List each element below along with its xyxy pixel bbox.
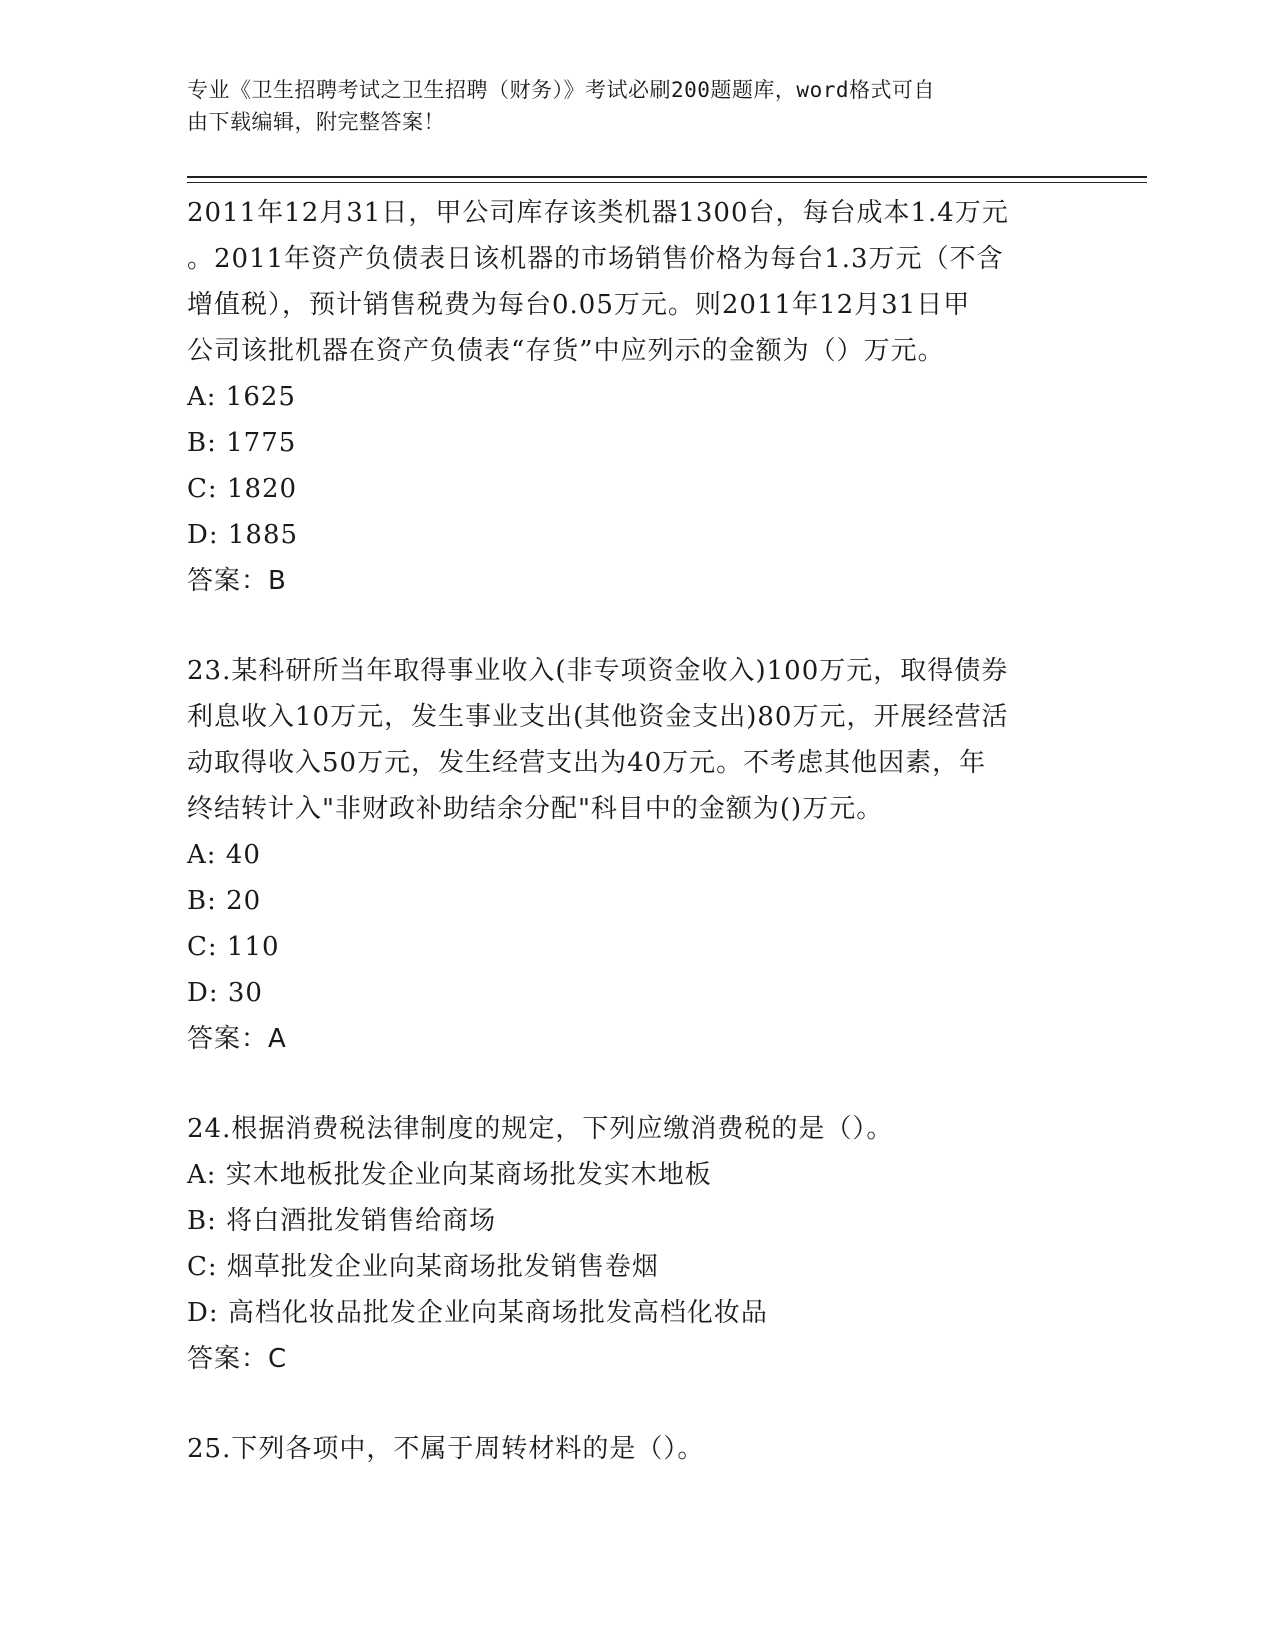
question-block — [187, 648, 1087, 1062]
question-stem-line: 终结转计入"非财政补助结余分配"科目中的金额为()万元。 — [187, 794, 884, 824]
answer-line: 答案：C — [187, 1344, 288, 1374]
question-stem-line: 25.下列各项中，不属于周转材料的是（）。 — [187, 1434, 705, 1464]
question-stem-line: 公司该批机器在资产负债表“存货”中应列示的金额为（）万元。 — [187, 336, 945, 366]
option-d: D: 30 — [187, 978, 263, 1008]
option-a: A: 实木地板批发企业向某商场批发实木地板 — [187, 1160, 712, 1190]
header-line-2: 由下载编辑，附完整答案！ — [187, 110, 445, 134]
header-divider-thick — [187, 176, 1147, 178]
question-stem-line: 2011年12月31日，甲公司库存该类机器1300台，每台成本1.4万元 — [187, 198, 1009, 228]
question-spacer — [187, 1062, 1087, 1106]
question-block — [187, 190, 1087, 604]
question-block — [187, 1426, 1087, 1472]
document-header — [187, 74, 1067, 138]
option-b: B: 将白酒批发销售给商场 — [187, 1206, 497, 1236]
option-d: D: 高档化妆品批发企业向某商场批发高档化妆品 — [187, 1298, 768, 1328]
option-c: C: 1820 — [187, 474, 298, 504]
option-d: D: 1885 — [187, 520, 299, 550]
option-c: C: 110 — [187, 932, 280, 962]
option-b: B: 20 — [187, 886, 262, 916]
question-stem-line: 动取得收入50万元，发生经营支出为40万元。不考虑其他因素，年 — [187, 748, 987, 778]
question-spacer — [187, 1382, 1087, 1426]
answer-line: 答案：A — [187, 1024, 287, 1054]
option-a: A: 1625 — [187, 382, 296, 412]
question-stem-line: 24.根据消费税法律制度的规定，下列应缴消费税的是（）。 — [187, 1114, 894, 1144]
header-divider-thin — [187, 182, 1147, 183]
question-stem-line: 增值税），预计销售税费为每台0.05万元。则2011年12月31日甲 — [187, 290, 971, 320]
question-stem-line: 利息收入10万元，发生事业支出(其他资金支出)80万元，开展经营活 — [187, 702, 1009, 732]
question-list — [187, 190, 1087, 1472]
header-line-1: 专业《卫生招聘考试之卫生招聘（财务）》考试必刷200题题库，word格式可自 — [187, 78, 935, 102]
option-c: C: 烟草批发企业向某商场批发销售卷烟 — [187, 1252, 659, 1282]
option-b: B: 1775 — [187, 428, 297, 458]
question-stem-line: 23.某科研所当年取得事业收入(非专项资金收入)100万元，取得债券 — [187, 656, 1009, 686]
question-stem-line: 。2011年资产负债表日该机器的市场销售价格为每台1.3万元（不含 — [187, 244, 1004, 274]
answer-line: 答案：B — [187, 566, 287, 596]
question-spacer — [187, 604, 1087, 648]
question-block — [187, 1106, 1087, 1382]
option-a: A: 40 — [187, 840, 261, 870]
